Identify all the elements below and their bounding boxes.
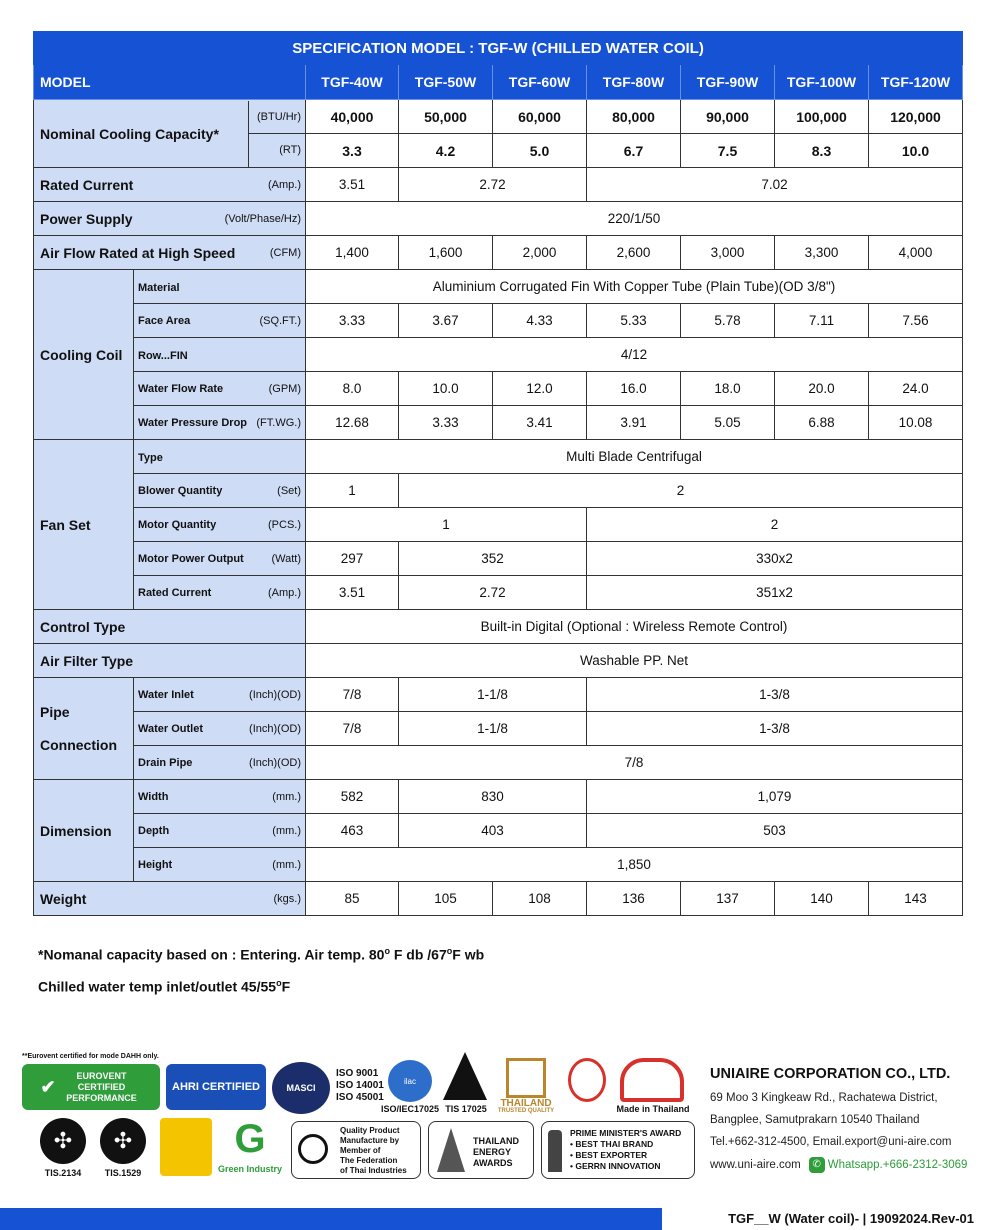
note-capacity-part2: F db /67 <box>389 946 447 963</box>
rated-current-value: 3.51 <box>306 168 399 202</box>
fan-type-value: Multi Blade Centrifugal <box>306 440 963 474</box>
blower-value: 2 <box>399 474 963 508</box>
face-unit: (SQ.FT.) <box>259 314 301 327</box>
height-value: 1,850 <box>306 848 963 882</box>
fan-rc-label: Rated Current <box>138 586 212 599</box>
material-value: Aluminium Corrugated Fin With Copper Tube (Plain Tube)(OD 3/8") <box>306 270 963 304</box>
row-fin-label: Row...FIN <box>138 350 188 362</box>
table-row <box>34 610 963 644</box>
btu-value: 40,000 <box>306 100 399 134</box>
blower-value: 1 <box>306 474 399 508</box>
motor-qty-label-cell <box>134 508 306 542</box>
model-row <box>34 65 963 100</box>
table-row <box>34 576 963 610</box>
thai-made-icon <box>568 1058 606 1102</box>
iso-list <box>336 1068 384 1104</box>
flow-value: 8.0 <box>306 372 399 406</box>
dimension-label: Dimension <box>40 822 112 839</box>
made-in-thailand-icon <box>620 1058 684 1102</box>
btu-value: 100,000 <box>775 100 869 134</box>
green-industry-label: Green Industry <box>217 1164 282 1174</box>
depth-value: 403 <box>399 814 587 848</box>
weight-value: 136 <box>587 882 681 916</box>
inlet-label: Water Inlet <box>138 688 194 701</box>
pm-award-text <box>570 1128 681 1172</box>
rt-unit: (RT) <box>279 144 301 157</box>
fan-rc-value: 351x2 <box>587 576 963 610</box>
tis2134-label: TIS.2134 <box>44 1168 82 1178</box>
weight-unit: (kgs.) <box>273 892 301 905</box>
depth-value: 463 <box>306 814 399 848</box>
tis1529-label: TIS.1529 <box>104 1168 142 1178</box>
rated-current-label-cell <box>34 168 306 202</box>
rated-current-unit: (Amp.) <box>268 178 301 191</box>
btu-value: 50,000 <box>399 100 493 134</box>
note-capacity-part1: *Nomanal capacity based on : Entering. Air temp. 80 <box>38 946 385 963</box>
rt-value: 4.2 <box>399 134 493 168</box>
flow-label-cell <box>134 372 306 406</box>
table-row <box>34 780 963 814</box>
face-value: 7.56 <box>869 304 963 338</box>
drop-value: 12.68 <box>306 406 399 440</box>
company-web-row <box>710 1157 967 1173</box>
tis1529-icon: ✣ <box>100 1118 146 1164</box>
table-row <box>34 270 963 304</box>
pm-trophy-icon <box>548 1130 562 1172</box>
air-flow-label-cell <box>34 236 306 270</box>
footer-bar <box>0 1208 1000 1230</box>
inlet-unit: (Inch)(OD) <box>249 688 301 701</box>
tis17025-label: TIS 17025 <box>445 1104 487 1114</box>
check-icon: ✔ <box>40 1076 56 1097</box>
face-value: 3.67 <box>399 304 493 338</box>
depth-unit: (mm.) <box>272 824 301 837</box>
motor-power-value: 297 <box>306 542 399 576</box>
tea-line: ENERGY <box>473 1147 512 1157</box>
face-value: 7.11 <box>775 304 869 338</box>
pipe-label-2: Connection <box>40 736 117 753</box>
btu-unit: (BTU/Hr) <box>249 101 305 135</box>
note-capacity <box>38 946 484 963</box>
table-row <box>34 202 963 236</box>
iso-iec-label: ISO/IEC17025 <box>380 1104 440 1114</box>
power-supply-value: 220/1/50 <box>306 202 963 236</box>
ftiq-badge <box>291 1121 421 1179</box>
fan-set-label: Fan Set <box>40 516 91 533</box>
face-value: 5.33 <box>587 304 681 338</box>
weight-label: Weight <box>40 890 87 907</box>
flow-value: 18.0 <box>681 372 775 406</box>
cooling-coil-group <box>34 270 134 440</box>
outlet-value: 7/8 <box>306 712 399 746</box>
whatsapp-link[interactable]: Whatsapp.+666-2312-3069 <box>827 1159 968 1171</box>
table-row <box>34 168 963 202</box>
fti-icon <box>298 1134 328 1164</box>
face-label: Face Area <box>138 314 191 327</box>
outlet-value: 1-3/8 <box>587 712 963 746</box>
width-value: 830 <box>399 780 587 814</box>
table-row <box>34 746 963 780</box>
degree-sign: o <box>446 946 453 956</box>
btu-value: 90,000 <box>681 100 775 134</box>
weight-value: 140 <box>775 882 869 916</box>
rt-value: 8.3 <box>775 134 869 168</box>
cooling-coil-label: Cooling Coil <box>40 346 123 363</box>
pm-line: • BEST THAI BRAND <box>570 1139 654 1149</box>
pm-line: PRIME MINISTER'S AWARD <box>570 1128 682 1138</box>
drop-label-cell <box>134 406 306 440</box>
degree-sign: o <box>384 946 390 956</box>
depth-label: Depth <box>138 824 170 837</box>
width-value: 582 <box>306 780 399 814</box>
green-industry-icon: G <box>234 1116 266 1161</box>
face-label-cell <box>134 304 306 338</box>
tea-line: THAILAND <box>473 1136 519 1146</box>
motor-power-value: 352 <box>399 542 587 576</box>
model-cell: TGF-120W <box>869 65 963 100</box>
weight-value: 105 <box>399 882 493 916</box>
power-supply-label-cell <box>34 202 306 236</box>
table-row <box>34 338 963 372</box>
drop-label: Water Pressure Drop <box>138 416 248 429</box>
material-label-cell <box>134 270 306 304</box>
table-row <box>34 814 963 848</box>
rt-value: 5.0 <box>493 134 587 168</box>
motor-qty-unit: (PCS.) <box>268 518 301 531</box>
fan-type-label-cell <box>134 440 306 474</box>
control-label-cell <box>34 610 306 644</box>
table-row <box>34 474 963 508</box>
width-value: 1,079 <box>587 780 963 814</box>
power-supply-unit: (Volt/Phase/Hz) <box>224 212 301 225</box>
rated-current-value: 7.02 <box>587 168 963 202</box>
drain-unit: (Inch)(OD) <box>249 756 301 769</box>
height-label-cell <box>134 848 306 882</box>
dimension-group <box>34 780 134 882</box>
row-fin-label-cell <box>134 338 306 372</box>
air-flow-value: 1,600 <box>399 236 493 270</box>
blower-label-cell <box>134 474 306 508</box>
material-label: Material <box>138 282 180 294</box>
table-row <box>34 882 963 916</box>
weight-value: 108 <box>493 882 587 916</box>
masci-logo <box>272 1062 330 1114</box>
rt-value: 6.7 <box>587 134 681 168</box>
drain-label: Drain Pipe <box>138 756 193 769</box>
face-value: 4.33 <box>493 304 587 338</box>
eurovent-logo <box>22 1064 160 1110</box>
rt-value: 3.3 <box>306 134 399 168</box>
motor-qty-value: 2 <box>587 508 963 542</box>
weight-label-cell <box>34 882 306 916</box>
fan-rc-unit: (Amp.) <box>268 586 301 599</box>
trusted-label: TRUSTED QUALITY <box>497 1108 555 1114</box>
drop-value: 6.88 <box>775 406 869 440</box>
ftiq-line: Member of <box>340 1146 381 1155</box>
model-cell: TGF-100W <box>775 65 869 100</box>
drain-label-cell <box>134 746 306 780</box>
rt-value: 10.0 <box>869 134 963 168</box>
control-label: Control Type <box>40 618 126 635</box>
air-flow-value: 1,400 <box>306 236 399 270</box>
outlet-label: Water Outlet <box>138 722 203 735</box>
air-flow-value: 2,000 <box>493 236 587 270</box>
ftiq-line: The Federation <box>340 1156 398 1165</box>
table-row <box>34 542 963 576</box>
inlet-value: 1-3/8 <box>587 678 963 712</box>
inlet-label-cell <box>134 678 306 712</box>
cooling-label: Nominal Cooling Capacity* <box>34 101 249 167</box>
flow-value: 12.0 <box>493 372 587 406</box>
company-web-link[interactable]: www.uni-aire.com <box>710 1159 801 1171</box>
control-value: Built-in Digital (Optional : Wireless Remote Control) <box>306 610 963 644</box>
power-supply-label: Power Supply <box>40 210 133 227</box>
width-label-cell <box>134 780 306 814</box>
energy-awards-text <box>473 1136 519 1169</box>
table-row <box>34 372 963 406</box>
height-label: Height <box>138 858 173 871</box>
table-row <box>34 848 963 882</box>
table-row <box>34 406 963 440</box>
spec-table <box>33 31 963 916</box>
width-unit: (mm.) <box>272 790 301 803</box>
rt-value: 7.5 <box>681 134 775 168</box>
flow-value: 24.0 <box>869 372 963 406</box>
motor-qty-label: Motor Quantity <box>138 518 217 531</box>
table-row <box>34 712 963 746</box>
footer-blue-stripe <box>0 1208 662 1230</box>
cooling-label-cell <box>34 100 306 168</box>
model-cell: TGF-50W <box>399 65 493 100</box>
energy-awards-badge <box>428 1121 534 1179</box>
flow-value: 20.0 <box>775 372 869 406</box>
tis17025-icon <box>443 1052 487 1100</box>
eurovent-text: EUROVENT CERTIFIED PERFORMANCE <box>66 1070 137 1103</box>
fan-rc-value: 2.72 <box>399 576 587 610</box>
table-row <box>34 644 963 678</box>
filter-value: Washable PP. Net <box>306 644 963 678</box>
model-cell: TGF-90W <box>681 65 775 100</box>
face-value: 3.33 <box>306 304 399 338</box>
footer-revision: TGF__W (Water coil)- | 19092024.Rev-01 <box>728 1211 974 1226</box>
table-row <box>34 100 963 134</box>
pm-line: • BEST EXPORTER <box>570 1150 648 1160</box>
btu-value: 60,000 <box>493 100 587 134</box>
inlet-value: 1-1/8 <box>399 678 587 712</box>
tis2134-icon: ✣ <box>40 1118 86 1164</box>
flow-value: 16.0 <box>587 372 681 406</box>
iso-9001: ISO 9001 <box>336 1068 379 1079</box>
energy-label-5-icon <box>160 1118 212 1176</box>
company-name: UNIAIRE CORPORATION CO., LTD. <box>710 1066 951 1082</box>
fan-type-label: Type <box>138 452 163 464</box>
pm-line: • GERRN INNOVATION <box>570 1161 661 1171</box>
weight-value: 85 <box>306 882 399 916</box>
table-row <box>34 440 963 474</box>
btu-value: 120,000 <box>869 100 963 134</box>
air-flow-label: Air Flow Rated at High Speed <box>40 244 236 261</box>
weight-value: 137 <box>681 882 775 916</box>
fan-set-group <box>34 440 134 610</box>
degree-sign: o <box>276 978 282 988</box>
drop-value: 3.41 <box>493 406 587 440</box>
drop-value: 3.91 <box>587 406 681 440</box>
table-row <box>34 678 963 712</box>
table-title: SPECIFICATION MODEL : TGF-W (CHILLED WATER COIL) <box>34 32 963 65</box>
btu-value: 80,000 <box>587 100 681 134</box>
rated-current-label: Rated Current <box>40 176 134 193</box>
flow-label: Water Flow Rate <box>138 382 224 395</box>
air-flow-value: 3,000 <box>681 236 775 270</box>
ftiq-line: Quality Product <box>340 1126 400 1135</box>
motor-qty-value: 1 <box>306 508 587 542</box>
blower-label: Blower Quantity <box>138 484 223 497</box>
flow-value: 10.0 <box>399 372 493 406</box>
table-row <box>34 304 963 338</box>
ftiq-line: Manufacture by <box>340 1136 400 1145</box>
tea-line: AWARDS <box>473 1158 513 1168</box>
thailand-label: THAILAND <box>500 1098 552 1109</box>
outlet-unit: (Inch)(OD) <box>249 722 301 735</box>
air-flow-value: 2,600 <box>587 236 681 270</box>
company-contact: Tel.+662-312-4500, Email.export@uni-aire.com <box>710 1136 952 1148</box>
model-cell: TGF-60W <box>493 65 587 100</box>
thailand-trusted-icon <box>506 1058 546 1098</box>
flow-unit: (GPM) <box>268 382 301 395</box>
note-chilled-part2: F <box>281 978 291 995</box>
note-chilled-water <box>38 978 290 995</box>
outlet-label-cell <box>134 712 306 746</box>
depth-value: 503 <box>587 814 963 848</box>
air-flow-value: 3,300 <box>775 236 869 270</box>
row-fin-value: 4/12 <box>306 338 963 372</box>
drop-value: 5.05 <box>681 406 775 440</box>
drop-value: 3.33 <box>399 406 493 440</box>
pipe-label-1: Pipe <box>40 703 70 720</box>
iso-45001: ISO 45001 <box>336 1092 384 1103</box>
depth-label-cell <box>134 814 306 848</box>
fan-rc-label-cell <box>134 576 306 610</box>
air-flow-unit: (CFM) <box>269 246 301 259</box>
iso-14001: ISO 14001 <box>336 1080 384 1091</box>
model-cell: TGF-40W <box>306 65 399 100</box>
motor-power-label: Motor Power Output <box>138 552 244 565</box>
motor-power-label-cell <box>134 542 306 576</box>
blower-unit: (Set) <box>277 484 301 497</box>
weight-value: 143 <box>869 882 963 916</box>
ftiq-text <box>340 1126 407 1176</box>
ilac-mra-icon: ilac <box>388 1060 432 1102</box>
drop-value: 10.08 <box>869 406 963 440</box>
model-header: MODEL <box>34 65 306 100</box>
width-label: Width <box>138 790 169 803</box>
made-in-label: Made in Thailand <box>616 1104 690 1114</box>
inlet-value: 7/8 <box>306 678 399 712</box>
company-address-1: 69 Moo 3 Kingkeaw Rd., Rachatewa District, <box>710 1092 938 1104</box>
face-value: 5.78 <box>681 304 775 338</box>
motor-power-value: 330x2 <box>587 542 963 576</box>
note-chilled-part1: Chilled water temp inlet/outlet 45/55 <box>38 978 277 995</box>
drain-value: 7/8 <box>306 746 963 780</box>
whatsapp-icon: ✆ <box>809 1157 825 1173</box>
title-row <box>34 32 963 65</box>
trophy-icon <box>437 1128 465 1172</box>
masci-text: MASCI <box>286 1083 316 1093</box>
note-capacity-part3: F wb <box>452 946 485 963</box>
pm-award-badge <box>541 1121 695 1179</box>
motor-power-unit: (Watt) <box>271 552 301 565</box>
height-unit: (mm.) <box>272 858 301 871</box>
ftiq-line: of Thai Industries <box>340 1166 407 1175</box>
drop-unit: (FT.WG.) <box>256 416 301 429</box>
table-row <box>34 508 963 542</box>
eurovent-note: **Eurovent certified for mode DAHH only. <box>22 1053 159 1060</box>
ahri-logo: AHRI CERTIFIED <box>166 1064 266 1110</box>
company-address-2: Bangplee, Samutprakarn 10540 Thailand <box>710 1114 920 1126</box>
filter-label-cell <box>34 644 306 678</box>
air-flow-value: 4,000 <box>869 236 963 270</box>
pipe-group <box>34 678 134 780</box>
fan-rc-value: 3.51 <box>306 576 399 610</box>
table-row <box>34 236 963 270</box>
rated-current-value: 2.72 <box>399 168 587 202</box>
model-cell: TGF-80W <box>587 65 681 100</box>
outlet-value: 1-1/8 <box>399 712 587 746</box>
filter-label: Air Filter Type <box>40 652 134 669</box>
